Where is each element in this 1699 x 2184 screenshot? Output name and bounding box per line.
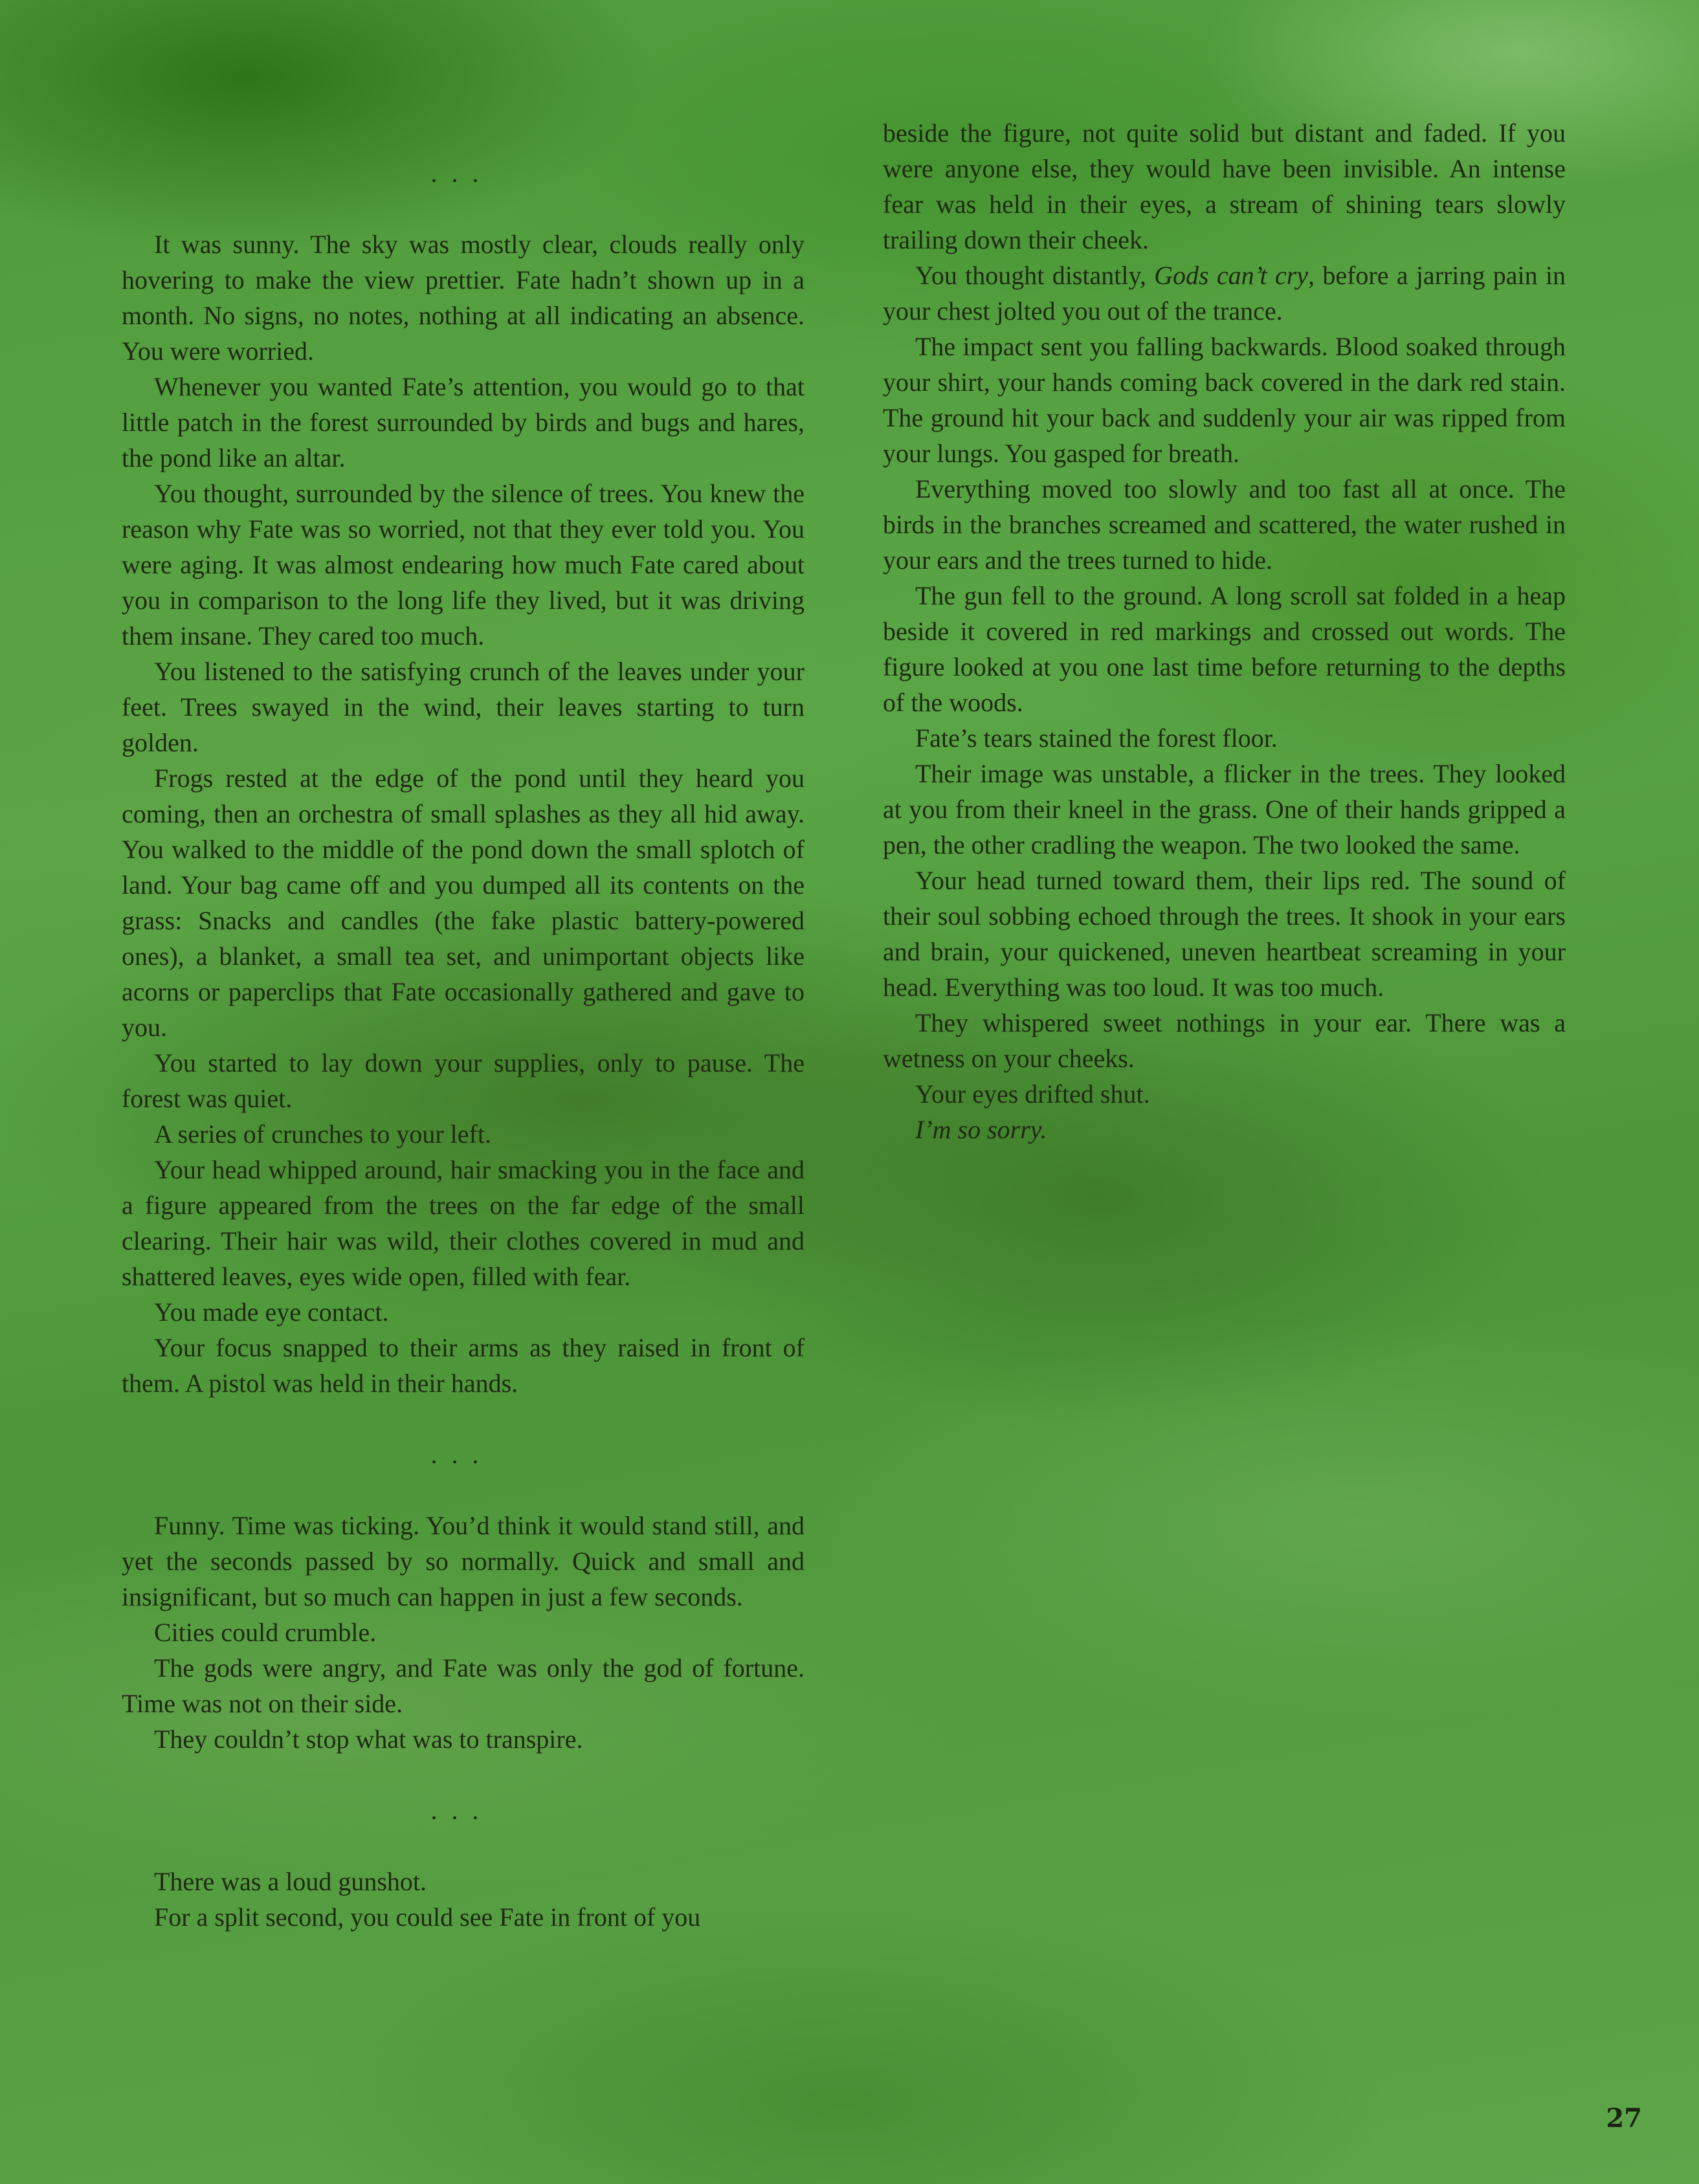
paragraph: You made eye contact.: [154, 1297, 389, 1327]
paragraph: There was a loud gunshot.: [154, 1867, 427, 1896]
text-run: , before a jarring pain in your chest jolted you out of the trance.: [883, 261, 1566, 325]
paragraph: You thought, surrounded by the silence of trees. You knew the reason why Fate was so worried, not that they ever told you. You were aging. It was almost endearing how much Fate cared about you in comparison to the long life they lived, but it was driving them insane. They cared too much.: [122, 479, 805, 650]
paragraph: Everything moved too slowly and too fast all at once. The birds in the branches screamed and scattered, the water rushed in your ears and the trees turned to hide.: [883, 474, 1566, 575]
paragraph: [883, 258, 1566, 329]
paragraph: Their image was unstable, a flicker in the trees. They looked at you from their kneel in the grass. One of their hands gripped a pen, the other cradling the weapon. The two looked the same.: [883, 759, 1566, 859]
paragraph-continuation: beside the figure, not quite solid but distant and faded. If you were anyone else, they would have been invisible. An intense fear was held in their eyes, a stream of shining tears slowly trailing down their cheek.: [883, 118, 1566, 254]
paragraph: Funny. Time was ticking. You’d think it would stand still, and yet the seconds passed by so normally. Quick and small and insignificant, but so much can happen in just a few seconds.: [122, 1511, 805, 1611]
paragraph: Cities could crumble.: [154, 1618, 377, 1647]
paragraph: Your head whipped around, hair smacking you in the face and a figure appeared from the trees on the far edge of the small clearing. Their hair was wild, their clothes covered in mud and shattered leaves, eyes wide open, filled with fear.: [122, 1155, 805, 1291]
paragraph-italic: [883, 1112, 1566, 1147]
italic-text: I’m so sorry.: [915, 1115, 1047, 1144]
paragraph: Your focus snapped to their arms as they raised in front of them. A pistol was held in their hands.: [122, 1333, 805, 1398]
paragraph: It was sunny. The sky was mostly clear, clouds really only hovering to make the view prettier. Fate hadn’t shown up in a month. No signs, no notes, nothing at all indicating an absence. You were worried.: [122, 230, 805, 366]
paragraph: The gods were angry, and Fate was only the god of fortune. Time was not on their side.: [122, 1653, 805, 1718]
paragraph: Your head turned toward them, their lips red. The sound of their soul sobbing echoed through the trees. It shook in your ears and brain, your quickened, uneven heartbeat screaming in your head. Everything was too loud. It was too much.: [883, 866, 1566, 1002]
paragraph: Fate’s tears stained the forest floor.: [915, 723, 1278, 753]
paragraph: The impact sent you falling backwards. Blood soaked through your shirt, your hands coming back covered in the dark red stain. The ground hit your back and suddenly your air was ripped from your lungs. You gasped for breath.: [883, 332, 1566, 468]
paragraph: The gun fell to the ground. A long scroll sat folded in a heap beside it covered in red markings and crossed out words. The figure looked at you one last time before returning to the depths of the woods.: [883, 581, 1566, 717]
section-separator: . . .: [430, 1440, 483, 1469]
paragraph: You started to lay down your supplies, only to pause. The forest was quiet.: [122, 1048, 805, 1113]
paragraph: You listened to the satisfying crunch of the leaves under your feet. Trees swayed in the wind, their leaves starting to turn golden.: [122, 657, 805, 757]
page-number: 27: [1606, 2103, 1642, 2134]
right-column: [883, 115, 1566, 1147]
section-separator: . . .: [430, 1796, 483, 1825]
paragraph: Your eyes drifted shut.: [915, 1079, 1150, 1109]
paragraph: They couldn’t stop what was to transpire.: [154, 1725, 583, 1754]
paragraph: For a split second, you could see Fate in front of you: [154, 1903, 701, 1932]
left-column: [122, 155, 805, 1935]
section-separator: . . .: [430, 159, 483, 188]
paragraph: A series of crunches to your left.: [154, 1120, 491, 1149]
paragraph: Frogs rested at the edge of the pond until they heard you coming, then an orchestra of small splashes as they all hid away. You walked to the middle of the pond down the small splotch of land. Your bag came off and you dumped all its contents on the grass: Snacks and candles (the fake plastic battery-powered ones), a blanket, a small tea set, and unimportant objects like acorns or paperclips that Fate occasionally gathered and gave to you.: [122, 764, 805, 1042]
text-run: You thought distantly,: [915, 261, 1155, 290]
paragraph: They whispered sweet nothings in your ear. There was a wetness on your cheeks.: [883, 1008, 1566, 1073]
paragraph: Whenever you wanted Fate’s attention, you would go to that little patch in the forest surrounded by birds and bugs and hares, the pond like an altar.: [122, 372, 805, 472]
italic-text: Gods can’t cry: [1154, 261, 1309, 290]
